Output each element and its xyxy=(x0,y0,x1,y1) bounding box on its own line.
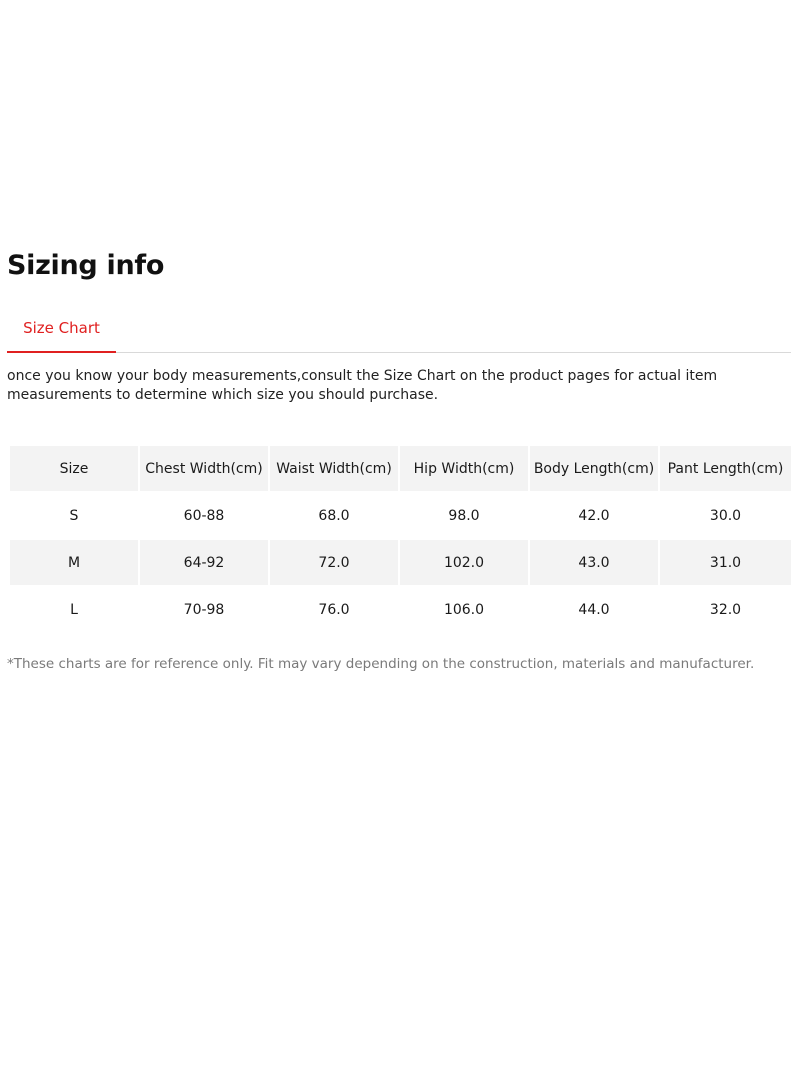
page-title: Sizing info xyxy=(7,250,165,281)
cell-pant-length: 31.0 xyxy=(660,540,791,585)
header-body-length: Body Length(cm) xyxy=(530,446,658,491)
cell-waist-width: 76.0 xyxy=(270,587,398,632)
cell-waist-width: 68.0 xyxy=(270,493,398,538)
table-row xyxy=(10,587,791,632)
header-chest-width: Chest Width(cm) xyxy=(140,446,268,491)
tab-bar xyxy=(7,310,791,353)
cell-waist-width: 72.0 xyxy=(270,540,398,585)
table-row xyxy=(10,493,791,538)
cell-hip-width: 98.0 xyxy=(400,493,528,538)
size-chart-table xyxy=(8,444,793,634)
cell-pant-length: 32.0 xyxy=(660,587,791,632)
cell-body-length: 44.0 xyxy=(530,587,658,632)
cell-size: M xyxy=(10,540,138,585)
table-header-row xyxy=(10,446,791,491)
cell-chest-width: 64-92 xyxy=(140,540,268,585)
cell-size: L xyxy=(10,587,138,632)
header-size: Size xyxy=(10,446,138,491)
header-hip-width: Hip Width(cm) xyxy=(400,446,528,491)
disclaimer-text: *These charts are for reference only. Fit may vary depending on the construction, materials and manufacturer. xyxy=(7,656,755,672)
cell-hip-width: 102.0 xyxy=(400,540,528,585)
cell-chest-width: 60-88 xyxy=(140,493,268,538)
cell-size: S xyxy=(10,493,138,538)
table-row xyxy=(10,540,791,585)
cell-hip-width: 106.0 xyxy=(400,587,528,632)
cell-body-length: 43.0 xyxy=(530,540,658,585)
header-pant-length: Pant Length(cm) xyxy=(660,446,791,491)
header-waist-width: Waist Width(cm) xyxy=(270,446,398,491)
cell-body-length: 42.0 xyxy=(530,493,658,538)
cell-pant-length: 30.0 xyxy=(660,493,791,538)
intro-text: once you know your body measurements,consult the Size Chart on the product pages for actual item measurements to determine which size you should purchase. xyxy=(7,368,718,403)
cell-chest-width: 70-98 xyxy=(140,587,268,632)
tab-size-chart[interactable]: Size Chart xyxy=(7,310,116,353)
